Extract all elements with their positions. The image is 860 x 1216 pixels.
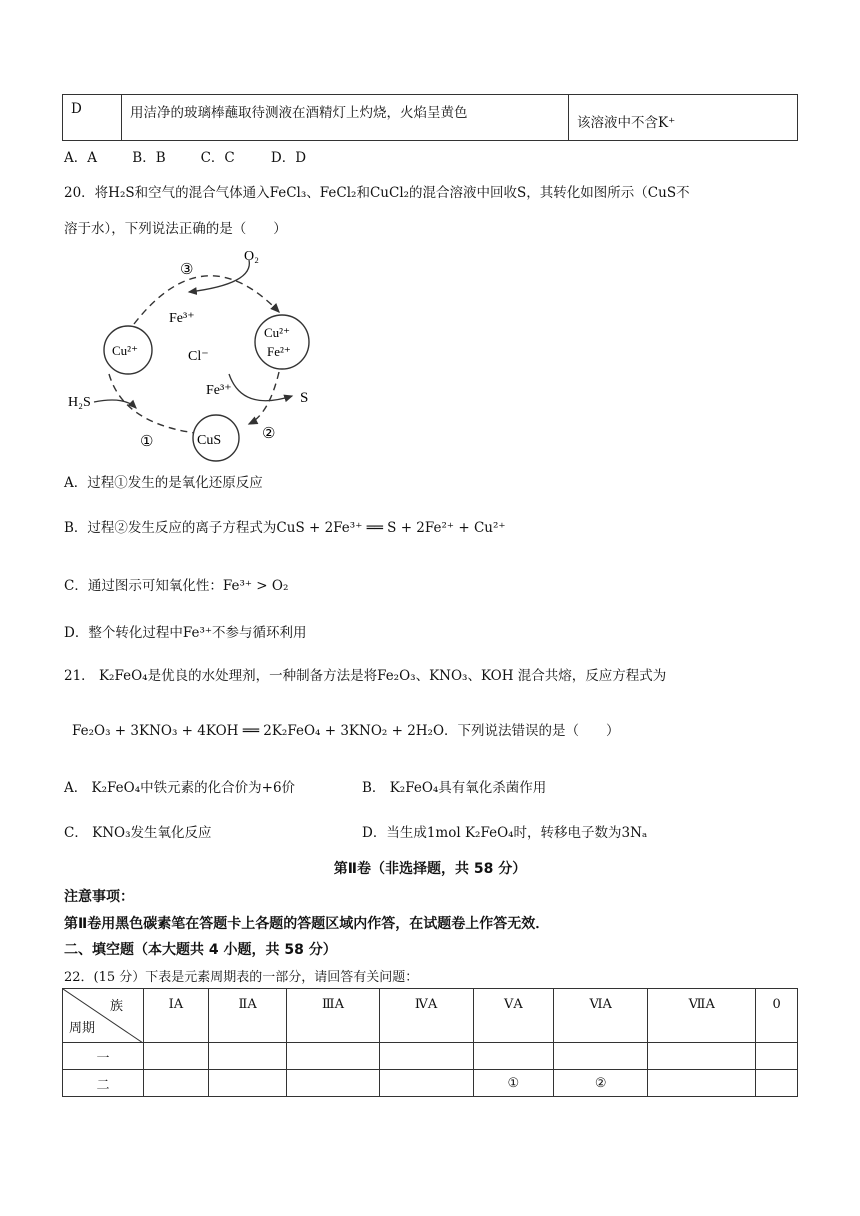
s-label: S	[300, 390, 309, 406]
table-cell	[144, 1070, 209, 1097]
q19-options	[64, 146, 306, 166]
q22-stem: 22．(15 分）下表是元素周期表的一部分，请回答有关问题：	[64, 970, 419, 985]
table-cell	[144, 1043, 209, 1070]
cu2-right-label: Cu²⁺	[264, 325, 290, 340]
header-group-0: 0	[756, 989, 798, 1043]
notice-body: 第Ⅱ卷用黑色碳素笔在答题卡上各题的答题区域内作答，在试题卷上作答无效．	[64, 916, 550, 932]
q20-option-c: C．通过图示可知氧化性：Fe³⁺ > O₂	[64, 578, 289, 594]
q21-option-d: D．当生成1mol K₂FeO₄时，转移电子数为3Nₐ	[362, 825, 648, 841]
period-label: 二	[63, 1070, 144, 1097]
table-row	[63, 1043, 798, 1070]
header-group-4: ⅣA	[379, 989, 473, 1043]
q20-cycle-diagram	[64, 244, 334, 466]
section-title: 第Ⅱ卷（非选择题，共 58 分）	[333, 861, 527, 877]
table-cell	[756, 1043, 798, 1070]
row-label: D	[63, 95, 122, 141]
table-row	[63, 1070, 798, 1097]
q19-option-a: A．A	[64, 150, 97, 166]
table-cell	[287, 1070, 379, 1097]
q21-stem-line2: Fe₂O₃ + 3KNO₃ + 4KOH ══ 2K₂FeO₄ + 3KNO₂ + 2H₂O．下列说法错误的是（ ）	[72, 723, 620, 739]
table-cell	[379, 1070, 473, 1097]
experiment-table-row-d	[62, 94, 798, 141]
cl-label: Cl⁻	[188, 349, 209, 364]
corner-period-label: 周期	[69, 1021, 96, 1036]
header-group-1: ⅠA	[144, 989, 209, 1043]
o2-label: O₂	[244, 249, 259, 264]
step1-label: ①	[140, 434, 154, 450]
table-cell	[756, 1070, 798, 1097]
q21-option-a: A． K₂FeO₄中铁元素的化合价为+6价	[64, 780, 296, 796]
header-group-5: ⅤA	[473, 989, 554, 1043]
table-cell: ①	[473, 1070, 554, 1097]
q21-option-c: C． KNO₃发生氧化反应	[64, 825, 212, 841]
table-cell	[287, 1043, 379, 1070]
q20-option-a: A．过程①发生的是氧化还原反应	[64, 475, 263, 491]
table-cell	[379, 1043, 473, 1070]
cu2-left-label: Cu²⁺	[112, 343, 138, 358]
header-group-2: ⅡA	[208, 989, 287, 1043]
corner-group-label: 族	[109, 999, 123, 1014]
fe3-top-label: Fe³⁺	[169, 311, 195, 326]
q21-option-b: B． K₂FeO₄具有氧化杀菌作用	[362, 780, 547, 796]
period-label: 一	[63, 1043, 144, 1070]
operation-cell: 用洁净的玻璃棒蘸取待测液在酒精灯上灼烧，火焰呈黄色	[122, 95, 569, 141]
table-cell	[648, 1043, 756, 1070]
q20-stem-line1: 20．将H₂S和空气的混合气体通入FeCl₃、FeCl₂和CuCl₂的混合溶液中回收S，其转化如图所示（CuS不	[64, 185, 690, 201]
step2-label: ②	[262, 426, 276, 442]
step3-label: ③	[180, 262, 194, 278]
header-group-6: ⅥA	[554, 989, 648, 1043]
part-title: 二、填空题（本大题共 4 小题，共 58 分）	[64, 942, 337, 958]
cus-label: CuS	[197, 433, 222, 448]
q19-option-d: D．D	[270, 150, 307, 166]
q20-option-d: D．整个转化过程中Fe³⁺不参与循环利用	[64, 625, 307, 641]
q19-option-c: C．C	[200, 150, 235, 166]
corner-cell	[63, 989, 144, 1043]
header-group-7: ⅦA	[648, 989, 756, 1043]
q19-option-b: B．B	[132, 150, 166, 166]
conclusion-cell: 该溶液中不含K⁺	[569, 95, 798, 141]
h2s-label: H₂S	[68, 395, 91, 410]
notice-title: 注意事项：	[64, 889, 134, 905]
table-cell	[208, 1070, 287, 1097]
q20-option-b: B．过程②发生反应的离子方程式为CuS + 2Fe³⁺ ══ S + 2Fe²⁺ + Cu²⁺	[64, 520, 506, 536]
table-cell: ②	[554, 1070, 648, 1097]
table-cell	[648, 1070, 756, 1097]
q20-stem-line2: 溶于水），下列说法正确的是（ ）	[64, 221, 287, 237]
table-cell	[208, 1043, 287, 1070]
periodic-table	[62, 988, 798, 1097]
fe2-right-label: Fe²⁺	[267, 344, 291, 359]
table-cell	[554, 1043, 648, 1070]
table-cell	[473, 1043, 554, 1070]
header-group-3: ⅢA	[287, 989, 379, 1043]
cu2-fe2-circle	[255, 315, 309, 369]
q21-stem-line1: 21． K₂FeO₄是优良的水处理剂，一种制备方法是将Fe₂O₃、KNO₃、KOH 混合共熔，反应方程式为	[64, 668, 667, 684]
fe3-mid-label: Fe³⁺	[206, 383, 232, 398]
